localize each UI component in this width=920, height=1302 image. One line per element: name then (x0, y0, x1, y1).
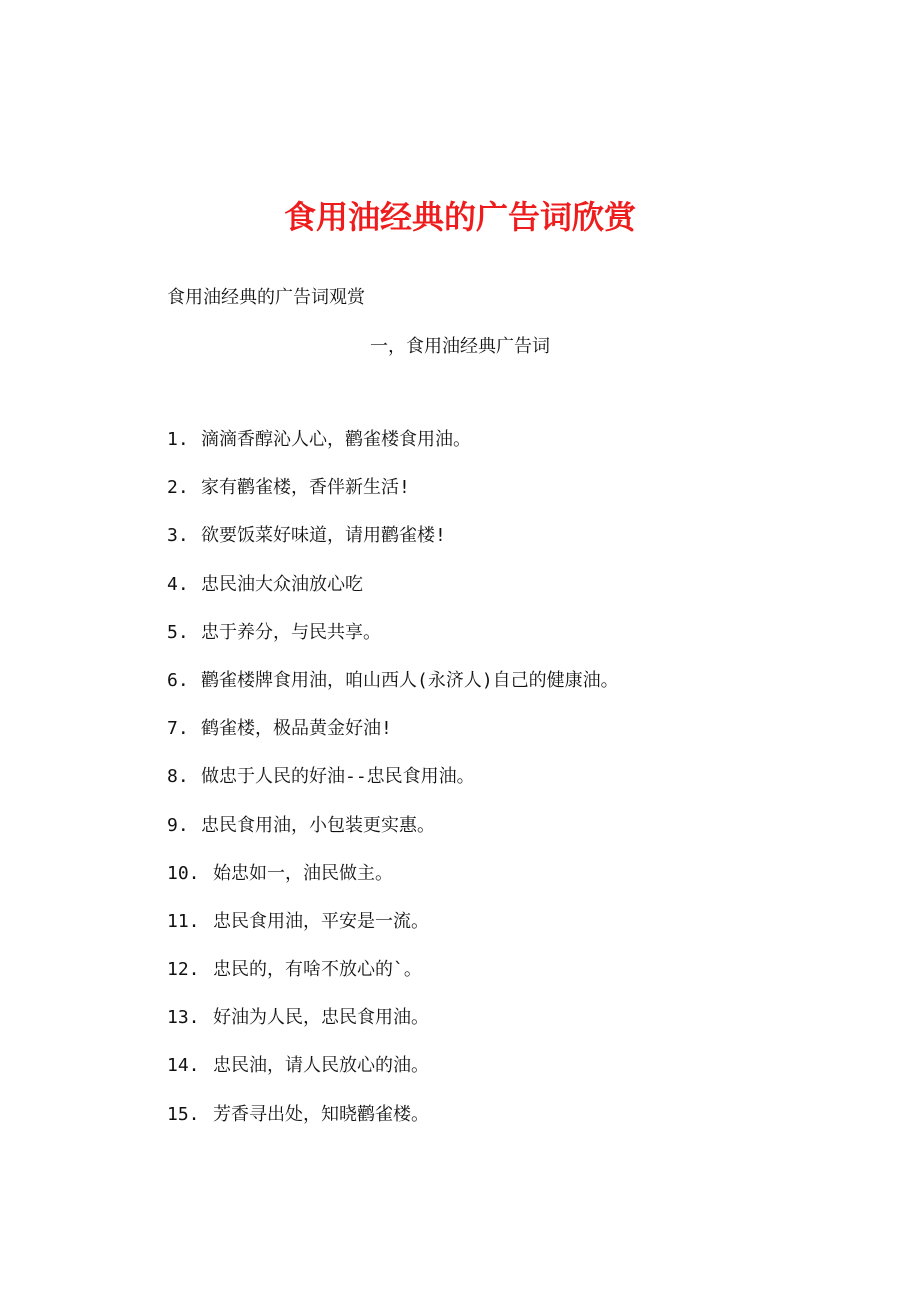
slogan-text: 鹤雀楼，极品黄金好油! (201, 718, 392, 740)
slogan-number: 9. (167, 814, 189, 836)
slogan-text: 忠于养分，与民共享。 (201, 621, 381, 643)
slogan-item (167, 473, 867, 521)
slogan-number: 3. (167, 525, 189, 547)
slogan-text: 忠民油大众油放心吃 (201, 573, 363, 595)
slogan-item (167, 762, 867, 810)
slogan-text: 家有鹳雀楼，香伴新生活! (201, 477, 410, 499)
slogan-text: 忠民食用油，小包装更实惠。 (201, 814, 435, 836)
slogan-number: 10. (167, 862, 200, 884)
slogan-list (167, 425, 867, 1148)
slogan-text: 芳香寻出处，知晓鹳雀楼。 (213, 1103, 429, 1125)
slogan-number: 12. (167, 959, 200, 981)
slogan-item (167, 425, 867, 473)
slogan-item (167, 714, 867, 762)
slogan-text: 欲要饭菜好味道，请用鹳雀楼! (201, 525, 446, 547)
slogan-item (167, 1003, 867, 1051)
document-subtitle: 食用油经典的广告词观赏 (167, 287, 365, 308)
slogan-item (167, 859, 867, 907)
slogan-text: 忠民食用油，平安是一流。 (213, 910, 429, 932)
slogan-item (167, 618, 867, 666)
slogan-number: 15. (167, 1103, 200, 1125)
slogan-number: 14. (167, 1055, 200, 1077)
slogan-item (167, 570, 867, 618)
slogan-text: 忠民的，有啥不放心的`。 (213, 959, 422, 981)
slogan-number: 11. (167, 910, 200, 932)
slogan-text: 滴滴香醇沁人心，鹳雀楼食用油。 (201, 429, 471, 450)
slogan-number: 5. (167, 621, 189, 643)
slogan-item (167, 521, 867, 569)
slogan-number: 13. (167, 1007, 200, 1029)
slogan-text: 忠民油，请人民放心的油。 (213, 1055, 429, 1077)
section-heading: 一，食用油经典广告词 (370, 336, 550, 357)
slogan-number: 6. (167, 669, 189, 691)
document-title: 食用油经典的广告词欣赏 (283, 198, 636, 236)
slogan-text: 始忠如一，油民做主。 (213, 862, 393, 884)
slogan-number: 4. (167, 573, 189, 595)
slogan-number: 2. (167, 477, 189, 499)
slogan-text: 鹳雀楼牌食用油，咱山西人(永济人)自己的健康油。 (201, 669, 619, 691)
slogan-text: 好油为人民，忠民食用油。 (213, 1007, 429, 1029)
slogan-item (167, 1051, 867, 1099)
slogan-item (167, 811, 867, 859)
slogan-number: 8. (167, 766, 189, 788)
slogan-item (167, 666, 867, 714)
slogan-number: 7. (167, 718, 189, 740)
slogan-number: 1. (167, 429, 189, 450)
slogan-text: 做忠于人民的好油--忠民食用油。 (201, 766, 475, 788)
slogan-item (167, 955, 867, 1003)
slogan-item (167, 1100, 867, 1148)
slogan-item (167, 907, 867, 955)
